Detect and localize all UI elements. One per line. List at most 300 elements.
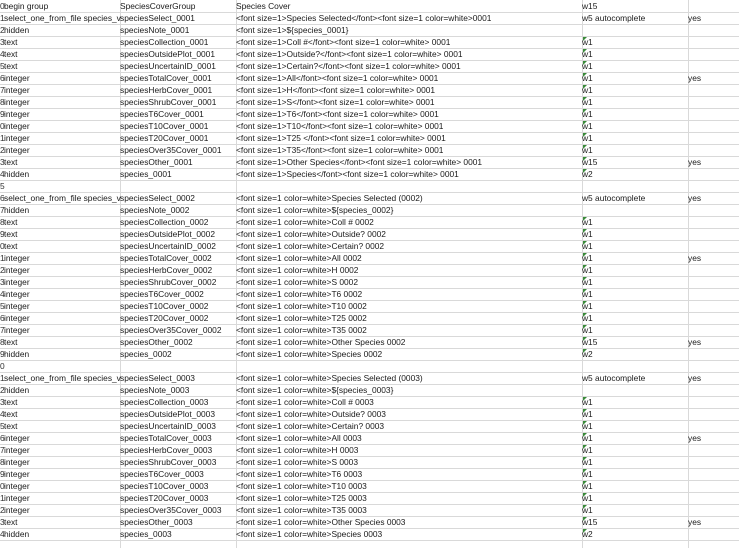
label-cell[interactable]: <font size=1 color=white>Species 0002	[236, 349, 383, 359]
name-cell[interactable]: SpeciesCoverGroup	[120, 1, 196, 11]
label-cell[interactable]: <font size=1 color=white>Outside? 0002	[236, 229, 386, 239]
appearance-cell[interactable]	[582, 181, 688, 192]
table-row[interactable]	[0, 529, 739, 541]
type-cell[interactable]: text	[4, 49, 18, 59]
name-cell[interactable]: speciesUncertainID_0003	[120, 421, 216, 431]
name-cell[interactable]: speciesTotalCover_0003	[120, 433, 212, 443]
row-number-cell[interactable]: 8	[0, 217, 5, 227]
row-number-cell[interactable]: 9	[0, 469, 5, 479]
required-cell[interactable]	[688, 109, 739, 120]
appearance-cell[interactable]: w2	[582, 349, 593, 359]
label-cell[interactable]: <font size=1 color=white>${species_0002}	[236, 205, 394, 215]
type-cell[interactable]: begin group	[4, 1, 49, 11]
table-row[interactable]	[0, 229, 739, 241]
appearance-cell[interactable]: w1	[582, 313, 593, 323]
appearance-cell[interactable]	[582, 25, 688, 36]
label-cell[interactable]: <font size=1>Outside?</font><font size=1 color=white> 0001	[236, 49, 463, 59]
appearance-cell[interactable]: w1	[582, 97, 593, 107]
type-cell[interactable]: integer	[4, 265, 30, 275]
label-cell[interactable]: <font size=1 color=white>All 0003	[236, 433, 362, 443]
name-cell[interactable]: speciesNote_0002	[120, 205, 190, 215]
appearance-cell[interactable]: w1	[582, 277, 593, 287]
type-cell[interactable]	[4, 361, 120, 372]
appearance-cell[interactable]: w15	[582, 1, 598, 11]
label-cell[interactable]: <font size=1>Certain?</font><font size=1 color=white> 0001	[236, 61, 461, 71]
required-cell[interactable]	[688, 37, 739, 48]
row-number-cell[interactable]: 0	[0, 241, 5, 251]
required-cell[interactable]: yes	[688, 73, 702, 83]
name-cell[interactable]: speciesCollection_0001	[120, 37, 209, 47]
table-row[interactable]	[0, 61, 739, 73]
label-cell[interactable]: <font size=1 color=white>T10 0002	[236, 301, 367, 311]
name-cell[interactable]: speciesOther_0001	[120, 157, 193, 167]
required-cell[interactable]	[688, 409, 739, 420]
required-cell[interactable]	[688, 49, 739, 60]
table-row[interactable]	[0, 445, 739, 457]
table-row[interactable]	[0, 313, 739, 325]
type-cell[interactable]: text	[4, 421, 18, 431]
required-cell[interactable]	[688, 289, 739, 300]
table-row[interactable]	[0, 85, 739, 97]
table-row[interactable]	[0, 469, 739, 481]
required-cell[interactable]: yes	[688, 373, 702, 383]
type-cell[interactable]: integer	[4, 481, 30, 491]
required-cell[interactable]: yes	[688, 337, 702, 347]
table-row[interactable]	[0, 481, 739, 493]
row-number-cell[interactable]: 0	[0, 1, 5, 11]
row-number-cell[interactable]: 4	[0, 49, 5, 59]
type-cell[interactable]: integer	[4, 469, 30, 479]
row-number-cell[interactable]: 3	[0, 37, 5, 47]
row-number-cell[interactable]: 7	[0, 325, 5, 335]
name-cell[interactable]: speciesOutsidePlot_0001	[120, 49, 215, 59]
row-number-cell[interactable]: 1	[0, 133, 5, 143]
type-cell[interactable]: integer	[4, 301, 30, 311]
label-cell[interactable]: <font size=1>All</font><font size=1 color=white> 0001	[236, 73, 439, 83]
name-cell[interactable]: species_0001	[120, 169, 172, 179]
required-cell[interactable]	[688, 421, 739, 432]
name-cell[interactable]: speciesTotalCover_0002	[120, 253, 212, 263]
table-row[interactable]	[0, 181, 739, 193]
table-row[interactable]	[0, 361, 739, 373]
row-number-cell[interactable]: 1	[0, 493, 5, 503]
row-number-cell[interactable]: 9	[0, 229, 5, 239]
required-cell[interactable]	[688, 313, 739, 324]
required-cell[interactable]	[688, 301, 739, 312]
name-cell[interactable]: speciesSelect_0002	[120, 193, 195, 203]
appearance-cell[interactable]: w5 autocomplete	[582, 13, 646, 23]
required-cell[interactable]	[688, 277, 739, 288]
table-row[interactable]	[0, 121, 739, 133]
name-cell[interactable]: speciesOther_0002	[120, 337, 193, 347]
required-cell[interactable]	[688, 385, 739, 396]
type-cell[interactable]: text	[4, 397, 18, 407]
table-row[interactable]	[0, 301, 739, 313]
name-cell[interactable]: species_0003	[120, 529, 172, 539]
table-row[interactable]	[0, 265, 739, 277]
required-cell[interactable]	[688, 1, 739, 12]
type-cell[interactable]: hidden	[4, 349, 30, 359]
row-number-cell[interactable]: 0	[0, 481, 5, 491]
row-number-cell[interactable]: 9	[0, 109, 5, 119]
type-cell[interactable]: text	[4, 157, 18, 167]
type-cell[interactable]: text	[4, 61, 18, 71]
label-cell[interactable]: <font size=1>Coll #</font><font size=1 color=white> 0001	[236, 37, 451, 47]
row-number-cell[interactable]: 6	[0, 193, 5, 203]
appearance-cell[interactable]	[582, 385, 688, 396]
appearance-cell[interactable]: w1	[582, 73, 593, 83]
name-cell[interactable]	[120, 361, 236, 372]
label-cell[interactable]: <font size=1 color=white>T35 0002	[236, 325, 367, 335]
label-cell[interactable]: <font size=1 color=white>Coll # 0002	[236, 217, 374, 227]
label-cell[interactable]: <font size=1>T10</font><font size=1 color=white> 0001	[236, 121, 444, 131]
appearance-cell[interactable]: w1	[582, 445, 593, 455]
name-cell[interactable]: speciesT20Cover_0002	[120, 313, 209, 323]
required-cell[interactable]	[688, 121, 739, 132]
appearance-cell[interactable]: w1	[582, 61, 593, 71]
table-row[interactable]	[0, 349, 739, 361]
appearance-cell[interactable]: w1	[582, 85, 593, 95]
appearance-cell[interactable]: w2	[582, 529, 593, 539]
required-cell[interactable]	[688, 529, 739, 540]
required-cell[interactable]	[688, 25, 739, 36]
appearance-cell[interactable]: w1	[582, 409, 593, 419]
label-cell[interactable]: <font size=1 color=white>Species 0003	[236, 529, 383, 539]
name-cell[interactable]: speciesHerbCover_0002	[120, 265, 213, 275]
type-cell[interactable]: text	[4, 337, 18, 347]
table-row[interactable]	[0, 433, 739, 445]
type-cell[interactable]: integer	[4, 505, 30, 515]
type-cell[interactable]: hidden	[4, 385, 30, 395]
appearance-cell[interactable]: w1	[582, 109, 593, 119]
required-cell[interactable]	[688, 457, 739, 468]
row-number-cell[interactable]: 6	[0, 73, 5, 83]
row-number-cell[interactable]: 1	[0, 253, 5, 263]
type-cell[interactable]: integer	[4, 97, 30, 107]
appearance-cell[interactable]: w1	[582, 217, 593, 227]
appearance-cell[interactable]	[582, 205, 688, 216]
name-cell[interactable]: speciesOver35Cover_0001	[120, 145, 222, 155]
table-row[interactable]	[0, 397, 739, 409]
required-cell[interactable]	[688, 241, 739, 252]
row-number-cell[interactable]: 0	[0, 361, 5, 371]
type-cell[interactable]: integer	[4, 109, 30, 119]
appearance-cell[interactable]: w1	[582, 325, 593, 335]
row-number-cell[interactable]: 4	[0, 169, 5, 179]
type-cell[interactable]: select_one_from_file species_v	[4, 193, 121, 203]
row-number-cell[interactable]: 0	[0, 121, 5, 131]
label-cell[interactable]: <font size=1>T6</font><font size=1 color=white> 0001	[236, 109, 439, 119]
label-cell[interactable]: <font size=1>Species</font><font size=1 color=white> 0001	[236, 169, 459, 179]
type-cell[interactable]: integer	[4, 457, 30, 467]
row-number-cell[interactable]: 3	[0, 517, 5, 527]
table-row[interactable]	[0, 73, 739, 85]
table-row[interactable]	[0, 145, 739, 157]
type-cell[interactable]: text	[4, 517, 18, 527]
appearance-cell[interactable]: w1	[582, 481, 593, 491]
name-cell[interactable]: speciesNote_0001	[120, 25, 190, 35]
label-cell[interactable]: <font size=1 color=white>H 0003	[236, 445, 359, 455]
label-cell[interactable]	[236, 181, 582, 192]
row-number-cell[interactable]: 7	[0, 205, 5, 215]
row-number-cell[interactable]: 8	[0, 337, 5, 347]
required-cell[interactable]	[688, 361, 739, 372]
row-number-cell[interactable]: 4	[0, 529, 5, 539]
table-row[interactable]	[0, 505, 739, 517]
type-cell[interactable]	[4, 181, 120, 192]
name-cell[interactable]: speciesOver35Cover_0002	[120, 325, 222, 335]
row-number-cell[interactable]: 5	[0, 61, 5, 71]
name-cell[interactable]: speciesShrubCover_0002	[120, 277, 217, 287]
type-cell[interactable]: select_one_from_file species_v	[4, 373, 121, 383]
required-cell[interactable]	[688, 169, 739, 180]
name-cell[interactable]: speciesT6Cover_0002	[120, 289, 204, 299]
appearance-cell[interactable]: w1	[582, 289, 593, 299]
row-number-cell[interactable]: 7	[0, 445, 5, 455]
table-row[interactable]	[0, 373, 739, 385]
label-cell[interactable]: <font size=1>H</font><font size=1 color=white> 0001	[236, 85, 436, 95]
required-cell[interactable]	[688, 217, 739, 228]
type-cell[interactable]: integer	[4, 85, 30, 95]
label-cell[interactable]: <font size=1>T25 </font><font size=1 color=white> 0001	[236, 133, 446, 143]
required-cell[interactable]	[688, 97, 739, 108]
appearance-cell[interactable]: w5 autocomplete	[582, 193, 646, 203]
table-row[interactable]	[0, 409, 739, 421]
required-cell[interactable]: yes	[688, 13, 702, 23]
required-cell[interactable]	[688, 505, 739, 516]
required-cell[interactable]	[688, 61, 739, 72]
table-row[interactable]	[0, 169, 739, 181]
table-row[interactable]	[0, 25, 739, 37]
required-cell[interactable]: yes	[688, 193, 702, 203]
label-cell[interactable]: <font size=1 color=white>T25 0003	[236, 493, 367, 503]
type-cell[interactable]: hidden	[4, 25, 30, 35]
label-cell[interactable]: <font size=1 color=white>Species Selected (0002)	[236, 193, 423, 203]
row-number-cell[interactable]: 3	[0, 397, 5, 407]
required-cell[interactable]	[688, 325, 739, 336]
appearance-cell[interactable]: w1	[582, 253, 593, 263]
type-cell[interactable]: hidden	[4, 205, 30, 215]
name-cell[interactable]: speciesOther_0003	[120, 517, 193, 527]
appearance-cell[interactable]: w1	[582, 229, 593, 239]
name-cell[interactable]: speciesT6Cover_0001	[120, 109, 204, 119]
name-cell[interactable]: speciesT10Cover_0003	[120, 481, 209, 491]
label-cell[interactable]: <font size=1 color=white>Coll # 0003	[236, 397, 374, 407]
required-cell[interactable]	[688, 469, 739, 480]
table-row[interactable]	[0, 253, 739, 265]
appearance-cell[interactable]: w1	[582, 265, 593, 275]
required-cell[interactable]	[688, 85, 739, 96]
appearance-cell[interactable]: w1	[582, 145, 593, 155]
type-cell[interactable]: text	[4, 409, 18, 419]
required-cell[interactable]: yes	[688, 157, 702, 167]
name-cell[interactable]: speciesSelect_0001	[120, 13, 195, 23]
label-cell[interactable]: <font size=1 color=white>${species_0003}	[236, 385, 394, 395]
name-cell[interactable]: speciesShrubCover_0001	[120, 97, 217, 107]
type-cell[interactable]: text	[4, 241, 18, 251]
label-cell[interactable]: <font size=1 color=white>S 0003	[236, 457, 358, 467]
required-cell[interactable]	[688, 397, 739, 408]
row-number-cell[interactable]: 2	[0, 145, 5, 155]
label-cell[interactable]: <font size=1 color=white>H 0002	[236, 265, 359, 275]
name-cell[interactable]: speciesUncertainID_0002	[120, 241, 216, 251]
row-number-cell[interactable]: 3	[0, 157, 5, 167]
appearance-cell[interactable]: w15	[582, 517, 598, 527]
type-cell[interactable]: select_one_from_file species_v	[4, 13, 121, 23]
name-cell[interactable]: speciesHerbCover_0003	[120, 445, 213, 455]
label-cell[interactable]: <font size=1>S</font><font size=1 color=white> 0001	[236, 97, 435, 107]
table-row[interactable]	[0, 193, 739, 205]
label-cell[interactable]: <font size=1 color=white>Other Species 0002	[236, 337, 406, 347]
appearance-cell[interactable]: w1	[582, 433, 593, 443]
row-number-cell[interactable]: 3	[0, 277, 5, 287]
required-cell[interactable]	[688, 181, 739, 192]
appearance-cell[interactable]	[582, 361, 688, 372]
row-number-cell[interactable]: 2	[0, 505, 5, 515]
name-cell[interactable]: speciesCollection_0003	[120, 397, 209, 407]
table-row[interactable]	[0, 385, 739, 397]
type-cell[interactable]: text	[4, 37, 18, 47]
name-cell[interactable]: speciesT6Cover_0003	[120, 469, 204, 479]
type-cell[interactable]: integer	[4, 133, 30, 143]
required-cell[interactable]	[688, 229, 739, 240]
appearance-cell[interactable]: w1	[582, 505, 593, 515]
required-cell[interactable]: yes	[688, 253, 702, 263]
table-row[interactable]	[0, 49, 739, 61]
required-cell[interactable]	[688, 493, 739, 504]
required-cell[interactable]: yes	[688, 517, 702, 527]
label-cell[interactable]: <font size=1 color=white>All 0002	[236, 253, 362, 263]
name-cell[interactable]: speciesUncertainID_0001	[120, 61, 216, 71]
label-cell[interactable]: <font size=1>T35</font><font size=1 color=white> 0001	[236, 145, 444, 155]
appearance-cell[interactable]: w1	[582, 121, 593, 131]
appearance-cell[interactable]: w1	[582, 397, 593, 407]
appearance-cell[interactable]: w1	[582, 37, 593, 47]
label-cell[interactable]: <font size=1 color=white>Certain? 0002	[236, 241, 385, 251]
table-row[interactable]	[0, 97, 739, 109]
table-row[interactable]	[0, 133, 739, 145]
table-row[interactable]	[0, 421, 739, 433]
row-number-cell[interactable]: 4	[0, 409, 5, 419]
required-cell[interactable]	[688, 145, 739, 156]
name-cell[interactable]: speciesHerbCover_0001	[120, 85, 213, 95]
name-cell[interactable]: speciesT10Cover_0002	[120, 301, 209, 311]
label-cell[interactable]: <font size=1 color=white>Outside? 0003	[236, 409, 386, 419]
row-number-cell[interactable]: 6	[0, 313, 5, 323]
name-cell[interactable]	[120, 181, 236, 192]
appearance-cell[interactable]: w1	[582, 133, 593, 143]
table-row[interactable]	[0, 1, 739, 13]
table-row[interactable]	[0, 337, 739, 349]
row-number-cell[interactable]: 6	[0, 433, 5, 443]
table-row[interactable]	[0, 13, 739, 25]
appearance-cell[interactable]: w1	[582, 493, 593, 503]
type-cell[interactable]: integer	[4, 289, 30, 299]
table-row[interactable]	[0, 517, 739, 529]
row-number-cell[interactable]: 2	[0, 265, 5, 275]
name-cell[interactable]: speciesSelect_0003	[120, 373, 195, 383]
label-cell[interactable]: <font size=1 color=white>T6 0002	[236, 289, 363, 299]
table-row[interactable]	[0, 109, 739, 121]
label-cell[interactable]: <font size=1 color=white>S 0002	[236, 277, 358, 287]
name-cell[interactable]: speciesTotalCover_0001	[120, 73, 212, 83]
label-cell[interactable]: <font size=1 color=white>T6 0003	[236, 469, 363, 479]
row-number-cell[interactable]: 8	[0, 97, 5, 107]
row-number-cell[interactable]: 1	[0, 373, 5, 383]
appearance-cell[interactable]: w15	[582, 337, 598, 347]
row-number-cell[interactable]: 5	[0, 421, 5, 431]
name-cell[interactable]: speciesT10Cover_0001	[120, 121, 209, 131]
label-cell[interactable]: <font size=1>${species_0001}	[236, 25, 349, 35]
row-number-cell[interactable]: 2	[0, 385, 5, 395]
row-number-cell[interactable]: 5	[0, 181, 5, 191]
required-cell[interactable]	[688, 205, 739, 216]
type-cell[interactable]: integer	[4, 493, 30, 503]
table-row[interactable]	[0, 277, 739, 289]
label-cell[interactable]: <font size=1>Species Selected</font><font size=1 color=white>0001	[236, 13, 492, 23]
label-cell[interactable]: <font size=1 color=white>T25 0002	[236, 313, 367, 323]
table-row[interactable]	[0, 205, 739, 217]
table-row[interactable]	[0, 493, 739, 505]
type-cell[interactable]: integer	[4, 73, 30, 83]
name-cell[interactable]: speciesCollection_0002	[120, 217, 209, 227]
table-row[interactable]	[0, 289, 739, 301]
table-row[interactable]	[0, 325, 739, 337]
name-cell[interactable]: speciesT20Cover_0001	[120, 133, 209, 143]
label-cell[interactable]: Species Cover	[236, 1, 291, 11]
required-cell[interactable]	[688, 481, 739, 492]
type-cell[interactable]: integer	[4, 253, 30, 263]
appearance-cell[interactable]: w1	[582, 49, 593, 59]
type-cell[interactable]: integer	[4, 277, 30, 287]
type-cell[interactable]: integer	[4, 145, 30, 155]
appearance-cell[interactable]: w15	[582, 157, 598, 167]
appearance-cell[interactable]: w5 autocomplete	[582, 373, 646, 383]
table-row[interactable]	[0, 217, 739, 229]
appearance-cell[interactable]: w1	[582, 421, 593, 431]
row-number-cell[interactable]: 5	[0, 301, 5, 311]
appearance-cell[interactable]: w1	[582, 241, 593, 251]
type-cell[interactable]: integer	[4, 121, 30, 131]
row-number-cell[interactable]: 2	[0, 25, 5, 35]
label-cell[interactable]: <font size=1 color=white>T35 0003	[236, 505, 367, 515]
name-cell[interactable]: speciesOutsidePlot_0003	[120, 409, 215, 419]
appearance-cell[interactable]: w1	[582, 301, 593, 311]
type-cell[interactable]: hidden	[4, 169, 30, 179]
type-cell[interactable]: integer	[4, 313, 30, 323]
name-cell[interactable]: speciesT20Cover_0003	[120, 493, 209, 503]
appearance-cell[interactable]: w2	[582, 169, 593, 179]
label-cell[interactable]	[236, 361, 582, 372]
type-cell[interactable]: integer	[4, 445, 30, 455]
row-number-cell[interactable]: 1	[0, 13, 5, 23]
name-cell[interactable]: speciesNote_0003	[120, 385, 190, 395]
name-cell[interactable]: speciesOutsidePlot_0002	[120, 229, 215, 239]
row-number-cell[interactable]: 8	[0, 457, 5, 467]
type-cell[interactable]: text	[4, 229, 18, 239]
type-cell[interactable]: hidden	[4, 529, 30, 539]
type-cell[interactable]: integer	[4, 325, 30, 335]
label-cell[interactable]: <font size=1 color=white>T10 0003	[236, 481, 367, 491]
row-number-cell[interactable]: 4	[0, 289, 5, 299]
name-cell[interactable]: speciesOver35Cover_0003	[120, 505, 222, 515]
label-cell[interactable]: <font size=1 color=white>Species Selected (0003)	[236, 373, 423, 383]
required-cell[interactable]	[688, 349, 739, 360]
required-cell[interactable]: yes	[688, 433, 702, 443]
type-cell[interactable]: integer	[4, 433, 30, 443]
name-cell[interactable]: speciesShrubCover_0003	[120, 457, 217, 467]
label-cell[interactable]: <font size=1>Other Species</font><font size=1 color=white> 0001	[236, 157, 483, 167]
